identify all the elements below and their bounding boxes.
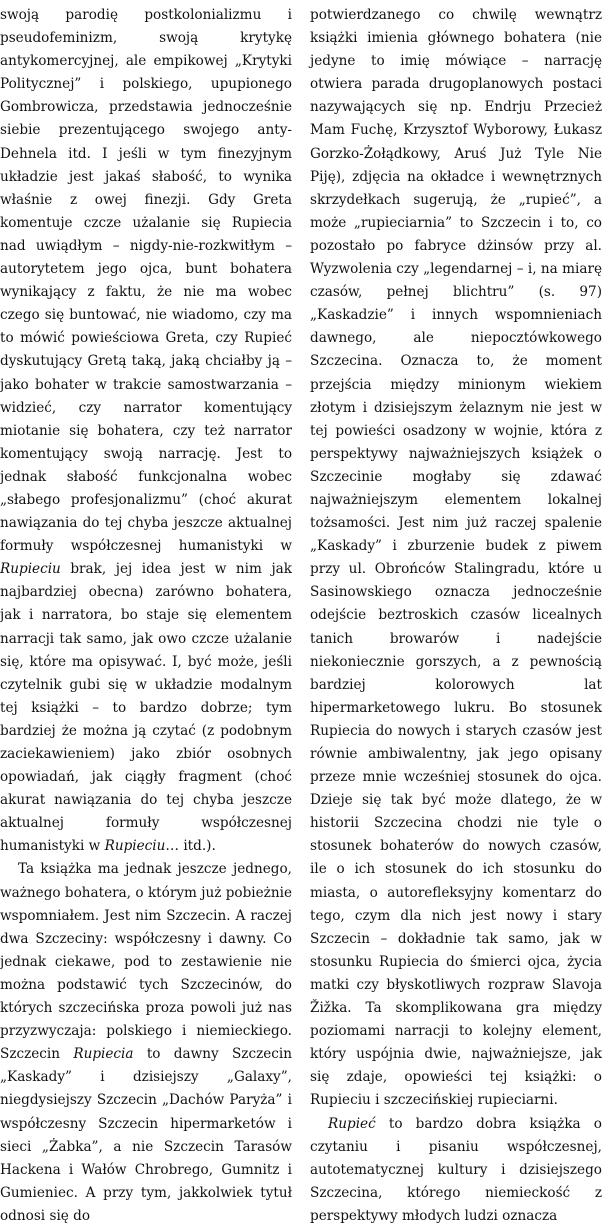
text-run: … itd.). [165, 838, 216, 855]
italic-title-run: Rupiecia [73, 1046, 134, 1063]
text-run: swoją parodię postkolonializmu i pseudofeminizm, swoją krytykę antykomercyjnej, ale empikowej „Krytyki Politycznej” i polskiego, upupionego Gombrowicza, przedstawia jednocześnie siebie prezentującego swojego anty-Dehnela itd. I jeśli w tym finezyjnym układzie jest jakaś słabość, to wynika właśnie z owej finezji. Gdy Greta komentuje czcze użalanie się Rupiecia nad uwiądłym – nigdy-nie-rozkwitłym – autorytetem jego ojca, bunt bohatera wynikający z faktu, że nie ma wobec czego się buntować, nie wiadomo, czy ma to mówić powieściowa Greta, czy Rupieć dyskutujący Gretą taką, jaką chciałby ją – jako bohater w trakcie samostwarzania – widzieć, czy narrator komentujący miotanie się bohatera, czy też narrator komentujący swoją narrację. Jest to jednak słabość funkcjonalna wobec „słabego profesjonalizmu” (choć akurat nawiązania do tej chyba jeszcze aktualnej formuły współczesnej humanistyki w [0, 7, 292, 555]
italic-title-run: Rupieć [328, 1115, 376, 1132]
right-column [310, 4, 602, 1224]
text-run: potwierdzanego co chwilę wewnątrz książki imienia głównego bohatera (nie jedyne to imię mówiące – narrację otwiera parada drugoplanowych postaci nazywających się np. Endrju Przecież Mam Fuchę, Krzysztof Wyborowy, Łukasz Gorzko-Żołądkowy, Aruś Już Tyle Nie Piję), zdjęcia na okładce i wewnętrznych skrzydełkach sugerują, że „rupieć”, a może „rupieciarnia” to Szczecin i to, co pozostało po fabryce dżinsów przy al. Wyzwolenia czy „legendarnej – i, na miarę czasów, pełnej blichtru” (s. 97) „Kaskadzie” i innych wspomnieniach dawnego, ale niepocztówkowego Szczecina. Oznacza to, że moment przejścia między minionym wiekiem złotym i dzisiejszym żelaznym nie jest w tej powieści osadzony w wojnie, która z perspektywy najważniejszych książek o Szczecinie mogłaby się zdawać najważniejszym elementem lokalnej tożsamości. Jest nim już raczej spalenie „Kaskady” i zburzenie budek z piwem przy ul. Obrońców Stalingradu, które u Sasinowskiego oznacza jednocześnie odejście beztroskich czasów licealnych tanich browarów i nadejście niekoniecznie gorszych, a z pewnością bardziej kolorowych lat hipermarketowego lukru. Bo stosunek Rupiecia do nowych i starych czasów jest równie ambiwalentny, jak jego opisany przeze mnie wcześniej stosunek do ojca. Dzieje się tak być może dlatego, że w historii Szczecina chodzi nie tyle o stosunek bohaterów do nowych czasów, ile o ich stosunek do ich stosunku do miasta, o autorefleksyjny komentarz do tego, czym dla nich jest nowy i stary Szczecin – dokładnie tak samo, jak w stosunku Rupiecia do śmierci ojca, życia matki czy błyskotliwych rozpraw Slavoja Žižka. Ta skomplikowana gra między poziomami narracji to kolejny element, który uspójnia dwie, najważniejsze, jak się zdaje, opowieści tej książki: o Rupieciu i szczecińskiej rupieciarni. [310, 7, 602, 1109]
italic-title-run: Rupieciu [104, 838, 166, 855]
paragraph [310, 4, 602, 1113]
text-run: Ta książka ma jednak jeszcze jednego, ważnego bohatera, o którym już pobieżnie wspomniałem. Jest nim Szczecin. A raczej dwa Szczeciny: współczesny i dawny. Co jednak ciekawe, pod to zestawienie nie można podstawić tych Szczecinów, do których szczecińska proza powoli już nas przyzwyczaja: polskiego i niemieckiego. Szczecin [0, 861, 292, 1063]
paragraph [0, 4, 292, 858]
paragraph [310, 1113, 602, 1228]
text-run: to bardzo dobra książka o czytaniu i pisaniu współczesnej, autotematycznej kultury i dzisiejszego Szczecina, którego niemieckość z perspektywy młodych ludzi oznacza [310, 1115, 602, 1224]
text-run: to dawny Szczecin „Kaskady” i dzisiejszy „Galaxy”, niegdysiejszy Szczecin „Dachów Paryża” i współczesny Szczecin hipermarketów i sieci „Żabka”, a nie Szczecin Tarasów Hackena i Wałów Chrobrego, Gumnitz i Gumieniec. A przy tym, jakkolwiek tytuł odnosi się do [0, 1046, 292, 1224]
text-run: brak, jej idea jest w nim jak najbardziej obecna) zarówno bohatera, jak i narratora, bo staje się elementem narracji tak samo, jak owo czcze użalanie się, które ma opisywać. I, być może, jeśli czytelnik gubi się w układzie modalnym tej książki – to bardzo dobrze; tym bardziej że można ją czytać (z podobnym zaciekawieniem) jako zbiór osobnych opowiadań, jak ciągły fragment (choć akurat nawiązania do tej chyba jeszcze aktualnej formuły współczesnej humanistyki w [0, 561, 292, 855]
paragraph [0, 858, 292, 1228]
left-column [0, 4, 292, 1224]
italic-title-run: Rupieciu [0, 561, 61, 578]
